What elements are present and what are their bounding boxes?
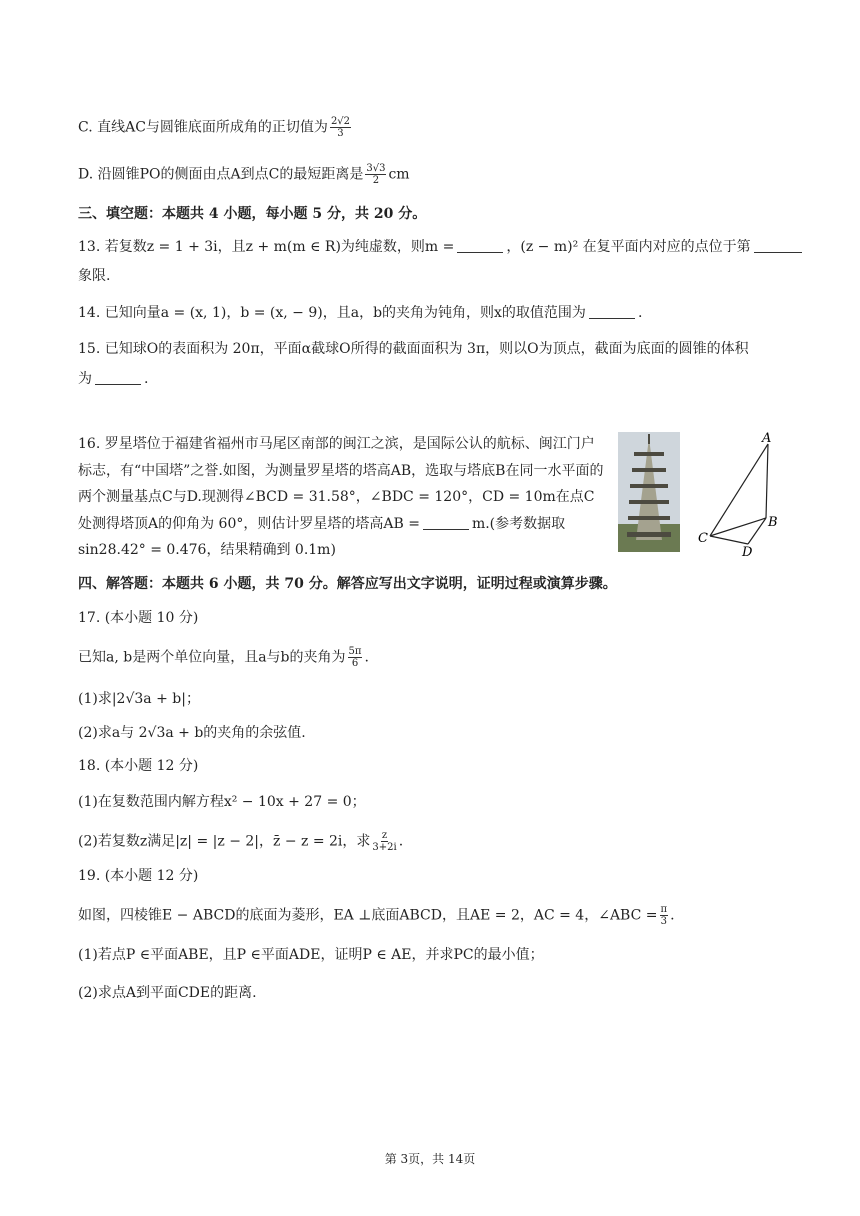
label-c: C	[698, 531, 708, 546]
answer-blank	[754, 238, 802, 253]
question-19-stem: 如图，四棱锥E − ABCD的底面为菱形，EA ⊥底面ABCD，且AE = 2，AC = 4，∠ABC = $\frac{\pi}{3}$ .	[78, 904, 675, 927]
question-17-title: 17. (本小题 10 分)	[78, 610, 199, 626]
question-13-line2: 象限.	[78, 268, 111, 284]
label-b: B	[768, 515, 778, 530]
question-19-title: 19. (本小题 12 分)	[78, 868, 199, 884]
question-19-part1: (1)若点P ∈平面ABE，且P ∈平面ADE，证明P ∈ AE，并求PC的最小值；	[78, 947, 544, 963]
question-16: 16. 罗星塔位于福建省福州市马尾区南部的闽江之滨，是国际公认的航标、闽江门户标志，有“中国塔”之誉.如图，为测量罗星塔的塔高AB，选取与塔底B在同一水平面的两个测量基点C与D.现测得∠BCD = 31.58°，∠BDC = 120°，CD = 10m在点C处测得塔顶A的仰角为 60°，则估计罗星塔的塔高AB = m.(参考数据取sin28.42° = 0.476，结果精确到 0.1m)	[78, 436, 604, 558]
question-13-line1: 13. 若复数z = 1 + 3i，且z + m(m ∈ R)为纯虚数，则m = ，(z − m)² 在复平面内对应的点位于第	[78, 237, 805, 257]
page-footer: 第 3页，共 14页	[384, 1152, 476, 1166]
fraction: $\frac{3√3}{2}$	[366, 163, 386, 186]
fraction: $\frac{2√2}{3}$	[330, 116, 351, 139]
triangle-figure	[696, 430, 792, 560]
question-19-part2: (2)求点A到平面CDE的距离.	[78, 985, 257, 1001]
question-17-part1: (1)求|2√3a + b|；	[78, 691, 200, 707]
question-17-part2: (2)求a与 2√3a + b的夹角的余弦值.	[78, 725, 306, 741]
fraction: $\frac{\pi}{3}$	[660, 904, 668, 927]
option-d: D. 沿圆锥PO的侧面由点A到点C的最短距离是 $\frac{3√3}{2}$ cm	[78, 163, 410, 186]
question-15-line2: 为 .	[78, 371, 149, 387]
label-d: D	[742, 545, 753, 560]
fraction: $\frac{z}{3+2i}$	[372, 830, 397, 853]
question-18-part1: (1)在复数范围内解方程x² − 10x + 27 = 0；	[78, 794, 366, 810]
option-c: C. 直线AC与圆锥底面所成角的正切值为 $\frac{2√2}{3}$	[78, 116, 351, 139]
question-18-part2: (2)若复数z满足|z| = |z − 2|，z̄ − z = 2i，求 $\frac{z}{3+2i}$ .	[78, 830, 404, 853]
section-heading-solve: 四、解答题：本题共 6 小题，共 70 分。解答应写出文字说明，证明过程或演算步骤。	[78, 576, 617, 592]
answer-blank	[589, 304, 635, 319]
question-15-line1: 15. 已知球O的表面积为 20π，平面α截球O所得的截面面积为 3π，则以O为顶点，截面为底面的圆锥的体积	[78, 341, 749, 357]
question-14: 14. 已知向量a = (x, 1)，b = (x, − 9)，且a，b的夹角为钝角，则x的取值范围为 .	[78, 305, 643, 321]
answer-blank	[95, 370, 141, 385]
question-18-title: 18. (本小题 12 分)	[78, 758, 199, 774]
answer-blank	[457, 238, 503, 253]
question-17-stem: 已知a, b是两个单位向量，且a与b的夹角为 $\frac{5\pi}{6}$ .	[78, 646, 369, 669]
fraction: $\frac{5\pi}{6}$	[348, 646, 362, 669]
label-a: A	[762, 431, 772, 446]
answer-blank	[423, 515, 469, 530]
section-heading-fill-blank: 三、填空题：本题共 4 小题，每小题 5 分，共 20 分。	[78, 206, 427, 222]
pagoda-photo	[618, 432, 680, 552]
